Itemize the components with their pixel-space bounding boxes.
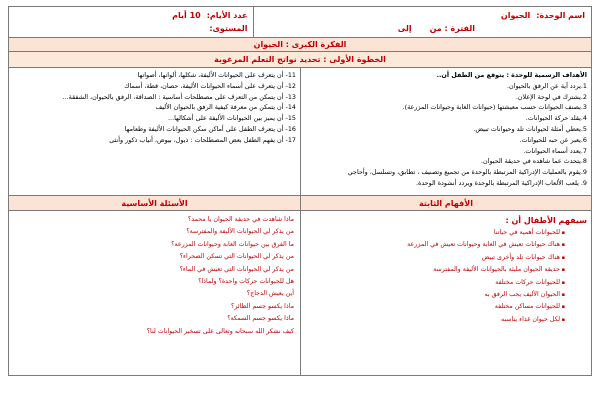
goals-left-column [9,68,300,195]
step-one-band [8,52,592,68]
goal-item: 4.يقلد حركة الحيوانات. [525,114,587,123]
understanding-item: ▪ للحيوانات أهمية في حياتنا [493,229,565,236]
goal-item: 8.يتحدث عما شاهده في حديقة الحيوان. [480,157,587,166]
goal-item: 15- أن يميز بين الحيوانات الأليفة على أشكالها... [168,114,296,123]
unit-info [253,7,591,37]
big-idea-value: الحيوان [253,40,283,49]
understandings-header: الأفهام الثابتة [300,196,591,210]
understanding-item: ▪ الحيوان الأليف يجب الرفق به [484,291,565,299]
goals-right-column [300,68,591,195]
bullet-icon: ▪ [560,254,565,261]
understanding-item: ▪ للحيوانات حركات مختلفة [495,278,565,286]
goal-item: 17- أن يفهم الطفل بعض المصطلحات : ذيول، بيوض، أنياب ذكور وأنثى [109,135,296,144]
bullet-icon: ▪ [560,230,565,236]
bullet-icon: ▪ [560,292,565,299]
goal-item: 1.يردد آية عن الرفق بالحيوان. [506,81,587,90]
goal-item: 6.يعبر عن حبه للحيوانات. [519,135,587,144]
days-label: عدد الأيام: [206,11,248,20]
goal-item: 11- أن يتعرف على الحيوانات الأليفة، شكلها، ألوانها، أصواتها [137,71,296,79]
bottom-section [8,211,592,376]
question-item: من يذكر لي الحيوانات الأليفة والمفترسة؟ [186,228,294,236]
question-item: من يذكر لي الحيوانات التي تعيش في الماء؟ [179,265,294,273]
goals-intro: الأهداف الرسمية للوحدة : يتوقع من الطفل أن.. [436,71,587,79]
section-headers [8,196,592,211]
understandings-lead: سيفهم الأطفال أن : [505,216,587,225]
question-item: أين يعيش الدجاج؟ [246,290,294,298]
unit-header [8,6,592,38]
question-item: ماذا شاهدت في حديقة الحيوان يا محمد؟ [187,216,294,223]
goal-item: 3.يصنف الحيوانات حسب معيشتها (حيوانات الغابة وحيوانات المزرعة). [402,103,587,112]
days-info [9,7,253,37]
bullet-icon: ▪ [560,242,565,249]
big-idea-band [8,38,592,52]
goal-item: 16- أن يتعرف الطفل على أماكن سكن الحيوانات الأليفة وطعامها [124,124,296,133]
question-item: ماذا يكسو جسم الطائر؟ [231,302,294,310]
goal-item: 2.يشترك في لوحة الإعلان. [515,92,587,101]
question-item: ماذا يكسو جسم السمكة؟ [227,315,294,323]
understanding-item: ▪ للحيوانات مساكن مختلفة [494,303,565,311]
goals-section [8,68,592,196]
question-item: كيف نشكر الله سبحانه وتعالى على تسخير الحيوانات لنا؟ [146,327,294,335]
questions-header: الأسئلة الأساسية [121,199,188,208]
goal-item: 7.يعدد أسماء الحيوانات. [523,146,587,155]
big-idea-label: الفكرة الكبرى : [285,40,347,49]
goal-item: 14- أن يتمكن من معرفة كيفية الرفق بالحيوان الأليف [155,103,296,112]
question-item: ما الفرق بين حيوانات الغابة وحيوانات المزرعة؟ [171,240,294,248]
question-item: من يذكر لي الحيوانات التي تسكن الصحراء؟ [179,253,294,261]
bullet-icon: ▪ [560,304,565,311]
goal-item: 12- أن يتعرف على أسماء الحيوانات الأليفة، حصان، قطة، أسماك [124,81,296,90]
bullet-icon: ▪ [560,316,565,323]
understanding-item: ▪ حديقة الحيوان مليئة بالحيوانات الأليفة والمفترسة [433,266,565,274]
goal-item: 5.يعطي أمثلة لحيوانات تلد وحيوانات تبيض. [473,124,587,133]
level-label: المستوى: [209,24,248,33]
big-idea [9,38,591,51]
questions-column [9,211,300,375]
question-item: هل للحيوانات حركات واحدة؟ ولماذا؟ [198,278,294,286]
period-to: إلى [397,24,412,33]
days-value: 10 أيام [172,11,201,20]
unit-name: الحيوان [500,11,531,20]
unit-label: اسم الوحدة: [536,11,585,20]
understandings-column [300,211,591,375]
goal-item: 13- أن يتمكن من التعرف على مصطلحات أساسية : الصداقة، الرفق بالحيوان، الشفقة... [62,92,296,101]
step-one-title: الخطوة الأولى : تحديد نواتج التعلم المرغوبة [214,55,386,64]
understanding-item: ▪ لكل حيوان غذاء يناسبه [500,315,565,323]
understanding-item: ▪ هناك حيوانات تلد وأخرى تبيض [481,253,565,261]
understanding-item: ▪ هناك حيوانات تعيش في الغابة وحيوانات تعيش في المزرعة [407,241,565,249]
goal-item: 9. يلعب الألعاب الإدراكية المرتبطة بالوحدة ويردد أنشودة الوحدة. [415,178,587,187]
period-label: الفترة : من [429,24,475,33]
bullet-icon: ▪ [560,279,565,286]
bullet-icon: ▪ [560,267,565,274]
goal-item: 9.يقوم بالعمليات الإدراكية المرتبطة بالوحدة من تجميع وتصنيف ، تطابق، وتسلسل، وأحاجي [347,168,587,177]
unit-plan-page [8,6,592,394]
